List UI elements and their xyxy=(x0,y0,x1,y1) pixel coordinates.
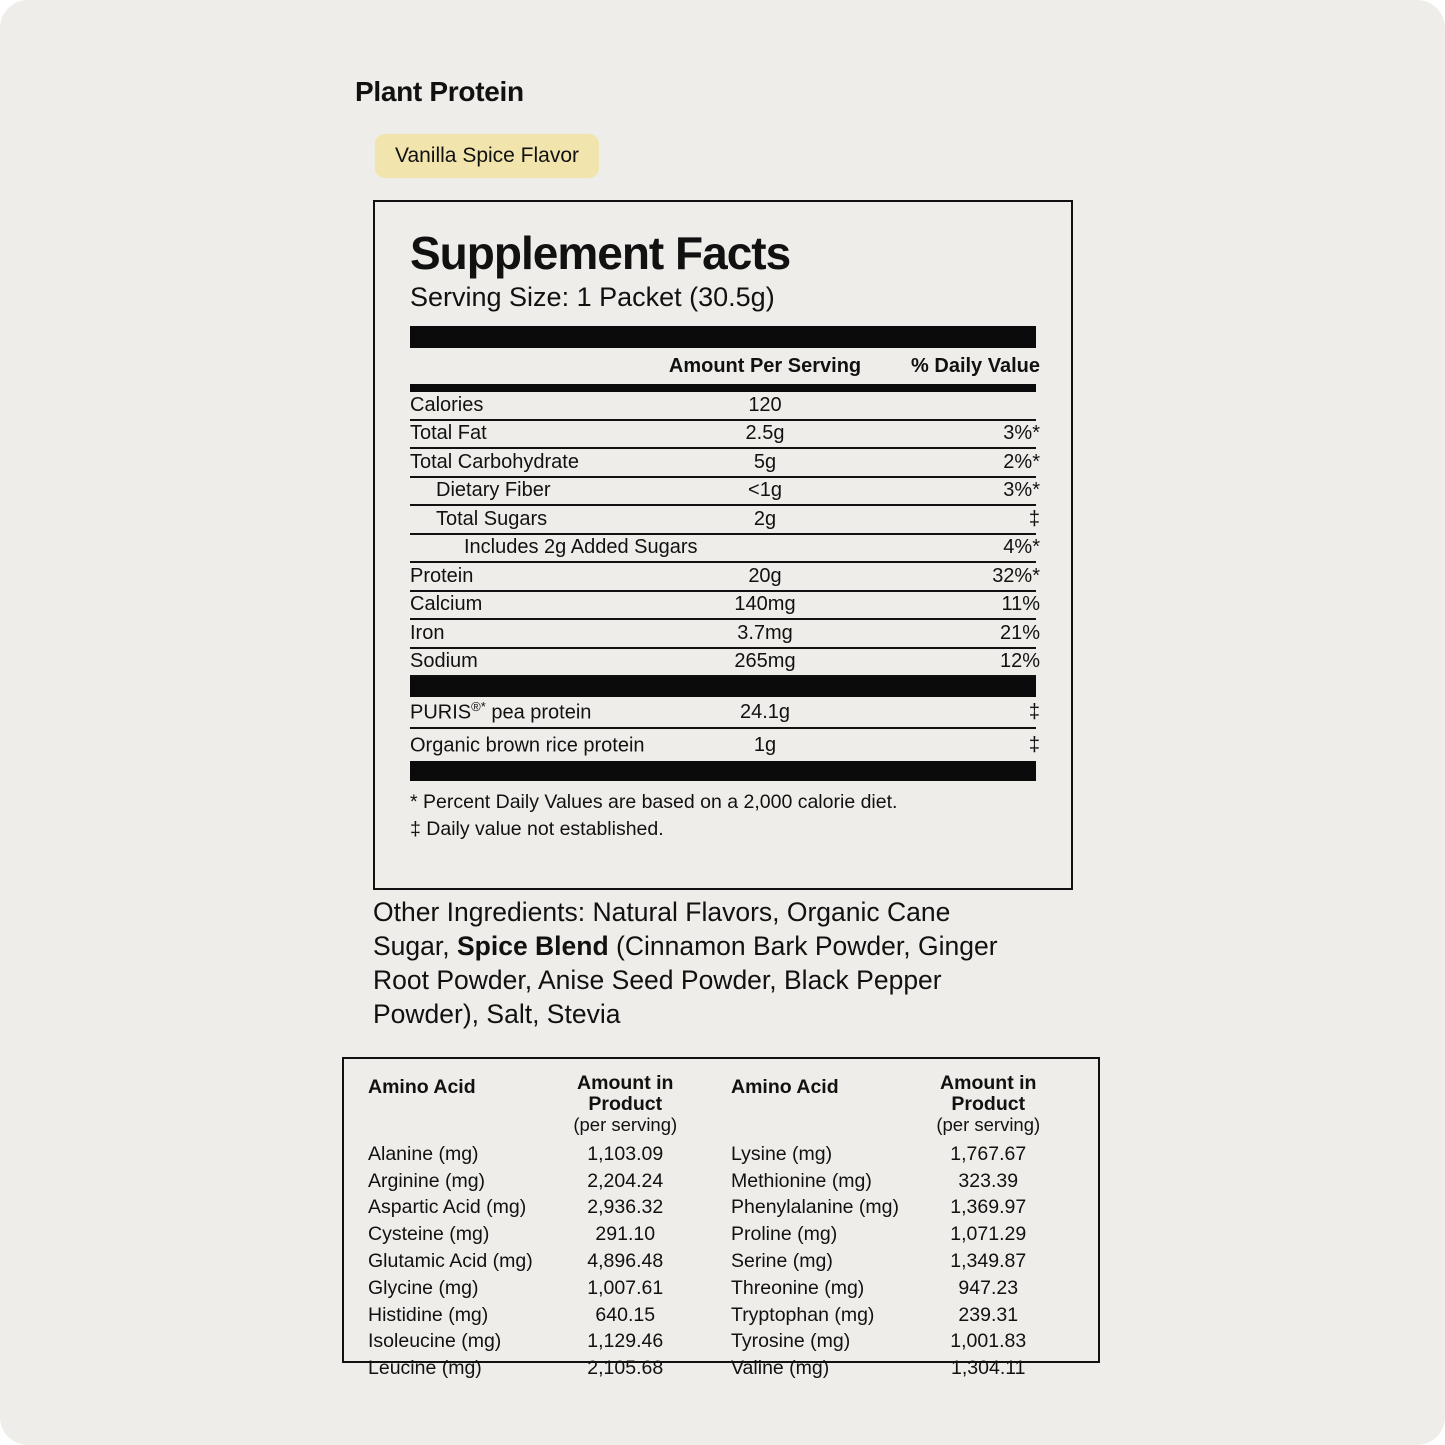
nutrient-amount: 20g xyxy=(748,564,782,587)
amino-name: Aspartic Acid (mg) xyxy=(368,1196,527,1219)
nutrient-amount: 120 xyxy=(748,393,782,416)
amino-column-left xyxy=(368,1072,711,1380)
amino-row xyxy=(368,1141,711,1168)
amino-row xyxy=(731,1302,1074,1329)
amino-row xyxy=(731,1329,1074,1356)
amino-amount: 1,007.61 xyxy=(587,1276,664,1299)
nutrient-row xyxy=(410,449,1040,478)
footnote-not-established: ‡ Daily value not established. xyxy=(410,818,664,840)
amino-amount: 323.39 xyxy=(958,1169,1019,1192)
divider-bar-top xyxy=(410,326,1036,348)
nutrient-row xyxy=(410,620,1040,649)
amino-amount: 2,204.24 xyxy=(587,1169,664,1192)
nutrient-daily-value: 21% xyxy=(999,621,1040,644)
protein-source-row xyxy=(410,729,1040,761)
nutrient-label: Calories xyxy=(410,393,484,416)
amino-amount: 2,105.68 xyxy=(587,1357,664,1380)
nutrient-row xyxy=(410,392,1036,421)
amino-amount: 1,369.97 xyxy=(950,1196,1027,1219)
nutrient-row xyxy=(410,506,1040,535)
nutrient-rows xyxy=(410,392,1040,677)
footnotes xyxy=(410,789,1036,843)
amino-name: Glutamic Acid (mg) xyxy=(368,1250,533,1273)
amount-per-serving-header: Amount Per Serving xyxy=(668,354,862,377)
protein-source-daily-value: ‡ xyxy=(1028,733,1040,756)
protein-source-amount: 1g xyxy=(753,733,777,756)
amino-rows-left xyxy=(368,1141,711,1382)
other-ingredients xyxy=(373,895,1028,1031)
nutrient-label: Total Carbohydrate xyxy=(410,450,579,473)
amount-in-product-header: Amount in Product (per serving) xyxy=(540,1073,712,1135)
amino-amount: 640.15 xyxy=(595,1303,656,1326)
protein-source-row xyxy=(410,697,1040,729)
nutrient-label: Calcium xyxy=(410,593,483,616)
amino-row xyxy=(731,1275,1074,1302)
amino-row xyxy=(368,1355,711,1382)
amino-name: Tryptophan (mg) xyxy=(731,1303,875,1326)
amino-header-right xyxy=(731,1073,1074,1135)
facts-column-header-row xyxy=(410,348,1040,384)
serving-size: Serving Size: 1 Packet (30.5g) xyxy=(410,282,775,312)
amino-name: Methionine (mg) xyxy=(731,1169,872,1192)
divider-bar-mid-lower xyxy=(410,761,1036,781)
amino-row xyxy=(731,1248,1074,1275)
amino-row xyxy=(368,1248,711,1275)
amino-amount: 1,071.29 xyxy=(950,1223,1027,1246)
nutrient-daily-value: ‡ xyxy=(1028,507,1040,530)
amino-name: Histidine (mg) xyxy=(368,1303,489,1326)
daily-value-header: % Daily Value xyxy=(911,354,1040,377)
divider-bar-under-header xyxy=(410,384,1036,392)
amino-row xyxy=(731,1141,1074,1168)
other-ingredients-bold: Spice Blend xyxy=(456,931,609,961)
amino-amount: 1,304.11 xyxy=(951,1357,1026,1380)
amino-name: Phenylalanine (mg) xyxy=(731,1196,900,1219)
amino-header-left xyxy=(368,1073,711,1135)
nutrient-row xyxy=(410,421,1040,450)
amino-name: Valine (mg) xyxy=(731,1357,830,1380)
amino-name: Arginine (mg) xyxy=(368,1169,486,1192)
nutrient-amount: 140mg xyxy=(734,593,796,616)
other-ingredients-prefix: Other Ingredients: Natural Flavors, Organic Cane Sugar, xyxy=(373,897,951,961)
amino-row xyxy=(731,1355,1074,1382)
amino-amount: 4,896.48 xyxy=(587,1250,664,1273)
amino-name: Lysine (mg) xyxy=(731,1142,833,1165)
nutrient-amount: 2g xyxy=(753,507,777,530)
protein-source-daily-value: ‡ xyxy=(1028,700,1040,723)
amino-name: Cysteine (mg) xyxy=(368,1223,490,1246)
amino-amount: 291.10 xyxy=(595,1223,656,1246)
nutrient-row xyxy=(410,592,1040,621)
amino-acid-header: Amino Acid xyxy=(368,1076,476,1098)
amino-row xyxy=(731,1221,1074,1248)
amino-rows-right xyxy=(731,1141,1074,1382)
amino-amount: 1,103.09 xyxy=(587,1142,664,1165)
per-serving-subheader: (per serving) xyxy=(573,1114,678,1135)
amino-acid-header: Amino Acid xyxy=(731,1076,839,1098)
nutrient-daily-value: 3%* xyxy=(1003,479,1040,502)
protein-source-rows xyxy=(410,697,1040,761)
nutrient-daily-value: 32%* xyxy=(992,564,1040,587)
nutrient-amount: 5g xyxy=(753,450,777,473)
nutrient-amount: 2.5g xyxy=(745,422,785,445)
amino-amount: 947.23 xyxy=(958,1276,1019,1299)
amino-name: Glycine (mg) xyxy=(368,1276,479,1299)
amino-row xyxy=(731,1195,1074,1222)
nutrient-amount: 3.7mg xyxy=(737,621,793,644)
amino-row xyxy=(368,1168,711,1195)
amount-in-product-header: Amount in Product (per serving) xyxy=(903,1073,1075,1135)
footnote-daily-values: * Percent Daily Values are based on a 2,000 calorie diet. xyxy=(410,791,898,813)
nutrient-daily-value: 3%* xyxy=(1003,422,1040,445)
nutrient-label: Iron xyxy=(410,621,445,644)
amino-name: Alanine (mg) xyxy=(368,1142,479,1165)
amino-name: Isoleucine (mg) xyxy=(368,1330,502,1353)
nutrient-amount: <1g xyxy=(748,479,782,502)
amino-amount: 1,129.46 xyxy=(587,1330,664,1353)
amino-amount: 1,349.87 xyxy=(950,1250,1027,1273)
protein-source-amount: 24.1g xyxy=(739,700,791,723)
amino-name: Serine (mg) xyxy=(731,1250,833,1273)
amino-amount: 1,767.67 xyxy=(950,1142,1027,1165)
nutrient-label: Protein xyxy=(410,564,474,587)
nutrient-label: Sodium xyxy=(410,650,478,673)
nutrient-row xyxy=(410,478,1040,507)
amino-row xyxy=(368,1329,711,1356)
nutrient-daily-value: 11% xyxy=(1001,593,1040,616)
supplement-facts-title: Supplement Facts xyxy=(410,227,791,279)
nutrient-daily-value: 4%* xyxy=(1003,536,1040,559)
amino-name: Proline (mg) xyxy=(731,1223,838,1246)
amino-name: Tyrosine (mg) xyxy=(731,1330,851,1353)
nutrient-label: Includes 2g Added Sugars xyxy=(464,536,698,559)
amino-name: Threonine (mg) xyxy=(731,1276,865,1299)
amino-row xyxy=(368,1221,711,1248)
protein-source-label: PURIS®* pea protein xyxy=(410,699,592,724)
amino-amount: 1,001.83 xyxy=(950,1330,1027,1353)
flavor-badge: Vanilla Spice Flavor xyxy=(375,134,599,178)
protein-source-label: Organic brown rice protein xyxy=(410,734,645,757)
amino-row xyxy=(731,1168,1074,1195)
nutrient-label: Dietary Fiber xyxy=(436,479,551,502)
nutrient-label: Total Sugars xyxy=(436,507,548,530)
registered-mark: ®* xyxy=(471,699,486,715)
amino-acid-table xyxy=(342,1057,1100,1380)
product-title: Plant Protein xyxy=(355,76,524,107)
nutrient-amount: 265mg xyxy=(734,650,796,673)
amino-row xyxy=(368,1302,711,1329)
nutrient-daily-value: 12% xyxy=(999,650,1040,673)
nutrient-row xyxy=(410,535,1040,564)
nutrient-daily-value: 2%* xyxy=(1003,450,1040,473)
amino-amount: 239.31 xyxy=(958,1303,1019,1326)
supplement-facts-panel xyxy=(373,200,1073,890)
amino-name: Leucine (mg) xyxy=(368,1357,482,1380)
per-serving-subheader: (per serving) xyxy=(936,1114,1041,1135)
amino-row xyxy=(368,1195,711,1222)
nutrient-row xyxy=(410,649,1040,678)
nutrient-row xyxy=(410,563,1040,592)
nutrient-label: Total Fat xyxy=(410,422,487,445)
amino-amount: 2,936.32 xyxy=(587,1196,664,1219)
divider-bar-mid-upper xyxy=(410,677,1036,697)
other-ingredients-suffix: (Cinnamon Bark Powder, Ginger Root Powder, Anise Seed Powder, Black Pepper Powder), Salt, Stevia xyxy=(373,931,998,1029)
amino-column-right xyxy=(731,1072,1074,1380)
amino-row xyxy=(368,1275,711,1302)
